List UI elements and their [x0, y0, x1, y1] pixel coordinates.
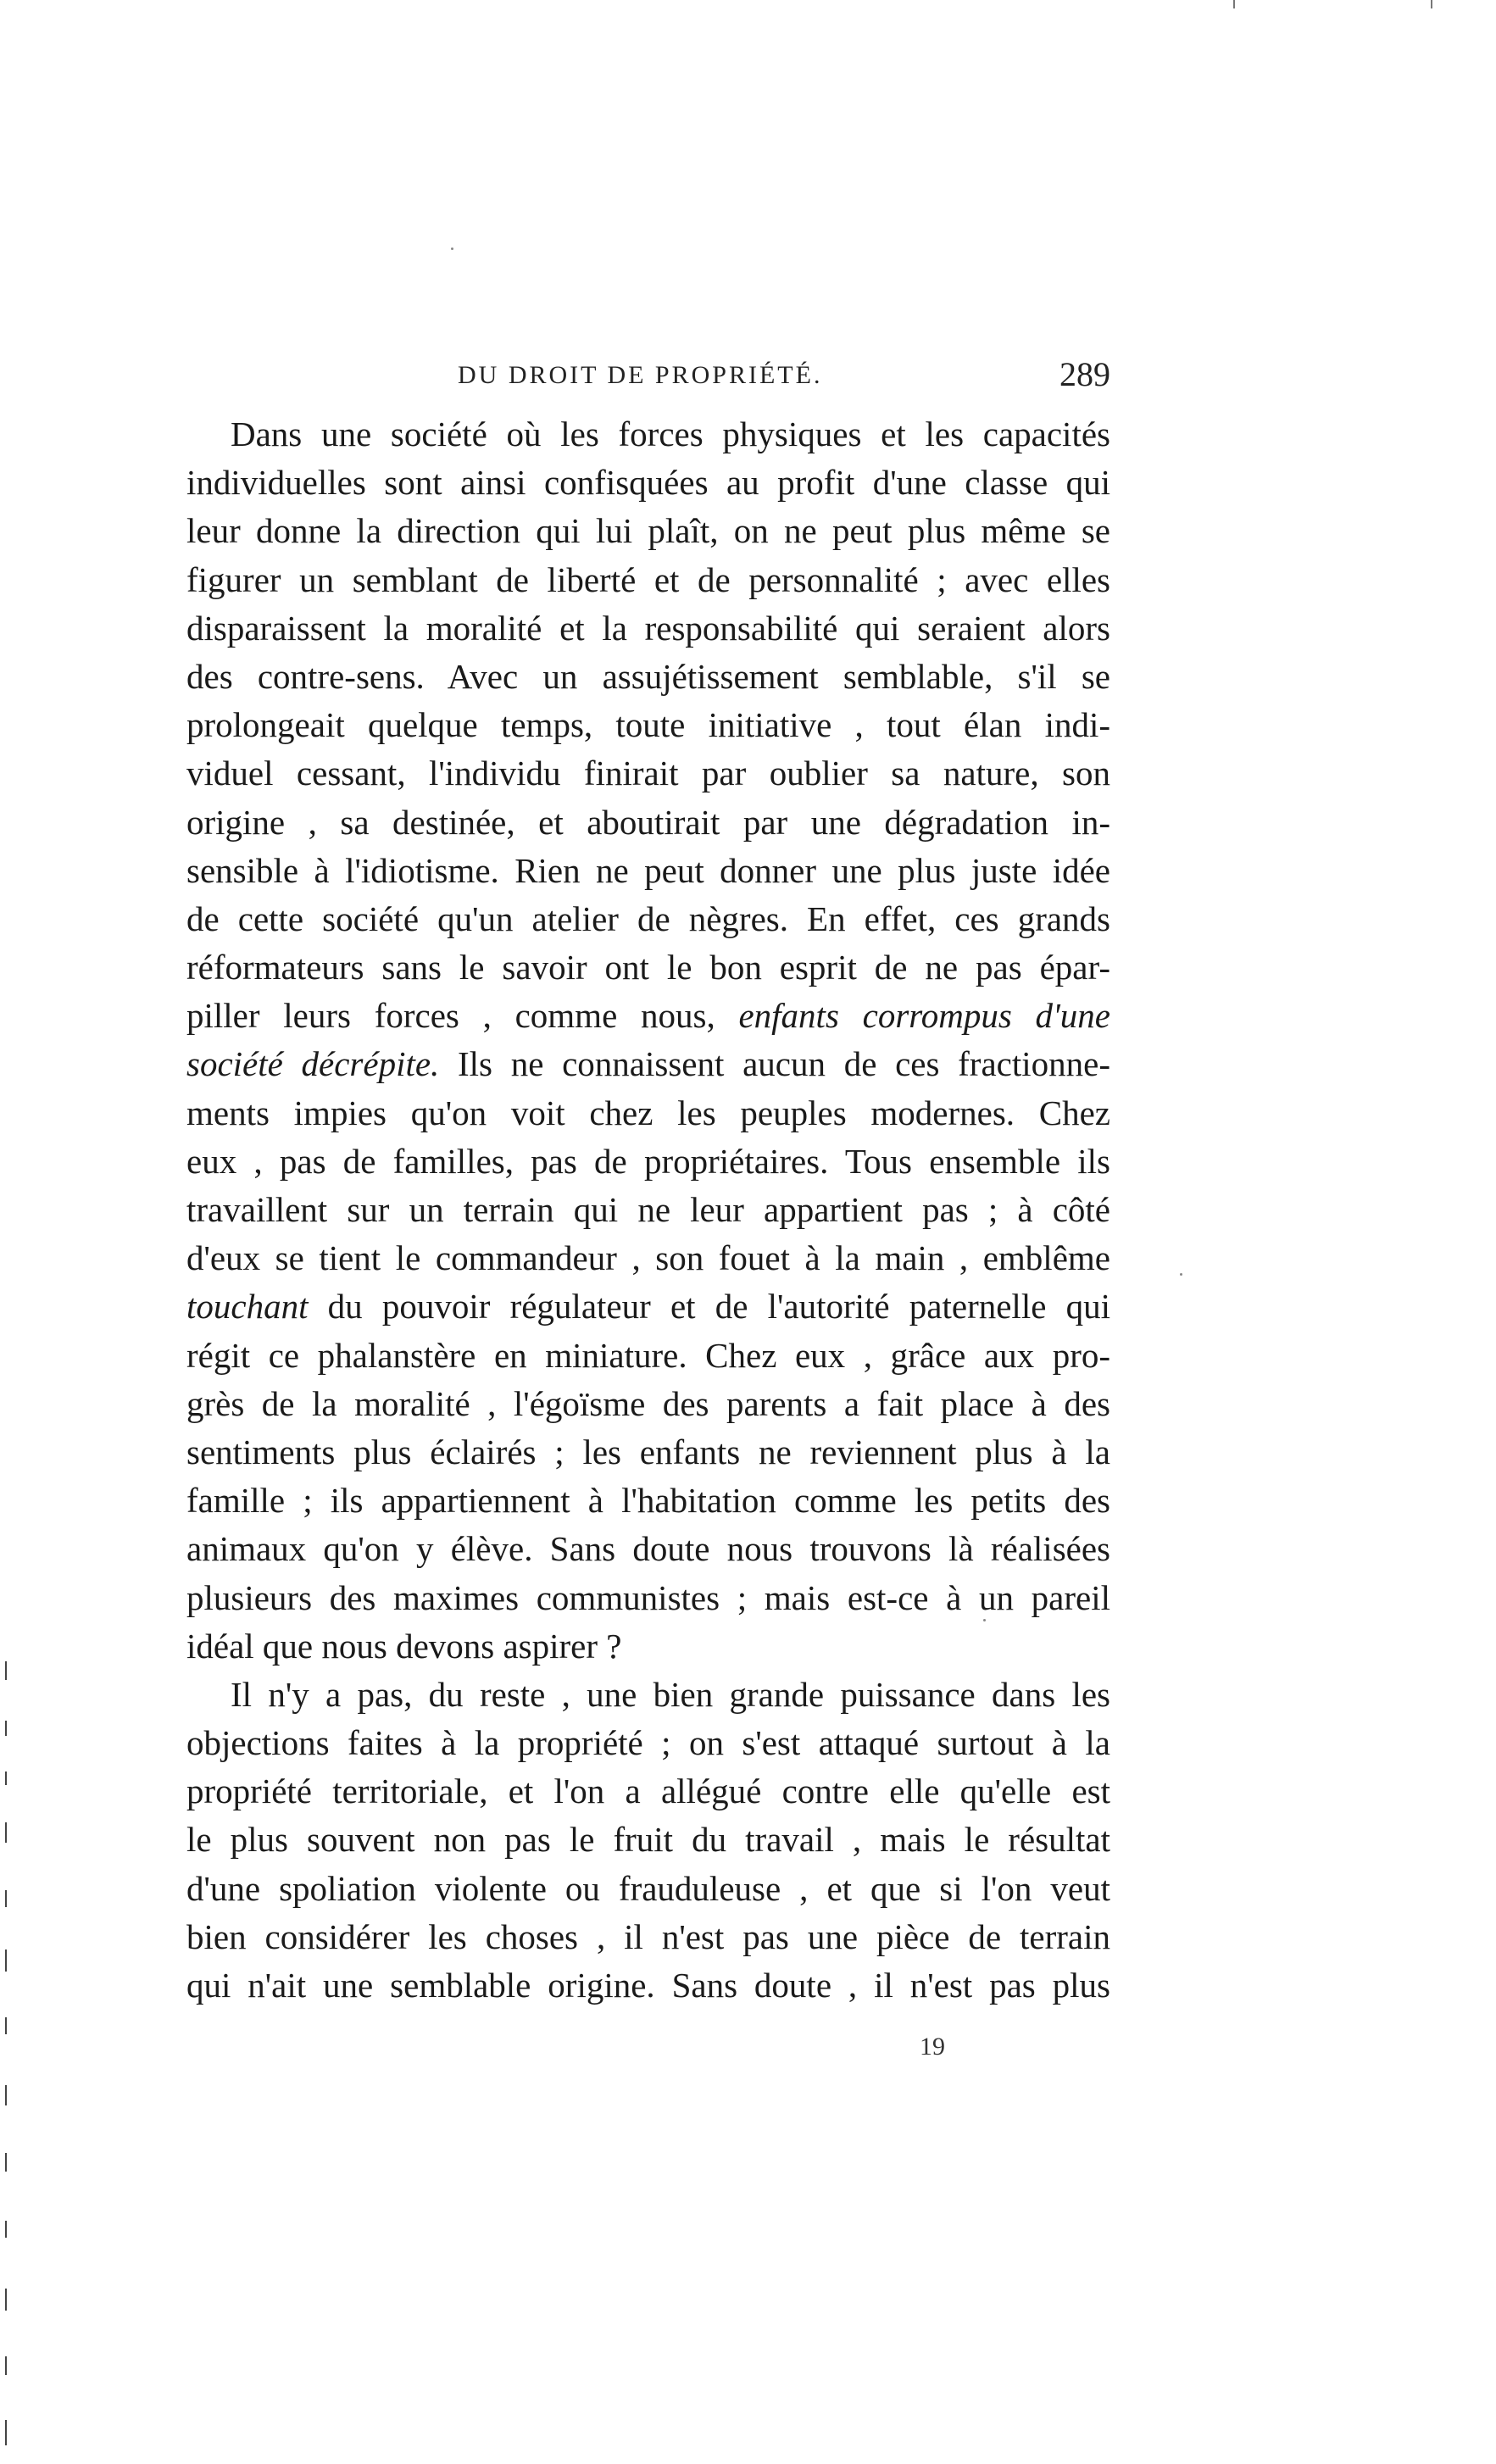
scan-mark	[5, 2221, 7, 2238]
text-line: origine , sa destinée, et aboutirait par une dégradation in-	[186, 802, 1110, 842]
page-header	[186, 354, 1110, 405]
scan-mark	[5, 1721, 7, 1736]
text-line: travaillent sur un terrain qui ne leur appartient pas ; à côté	[186, 1190, 1110, 1229]
text-line: de cette société qu'un atelier de nègres. En effet, ces grands	[186, 898, 1110, 938]
body-text	[186, 410, 1110, 2010]
scan-mark	[5, 1772, 7, 1785]
text-line: sentiments plus éclairés ; les enfants ne reviennent plus à la	[186, 1432, 1110, 1471]
scan-mark	[5, 2289, 7, 2311]
scan-mark	[5, 2017, 7, 2034]
scan-speck	[983, 1619, 986, 1621]
scan-mark	[5, 2420, 7, 2445]
text-line: le plus souvent non pas le fruit du travail , mais le résultat	[186, 1820, 1110, 1860]
text-line: qui n'ait une semblable origine. Sans doute , il n'est pas plus	[186, 1966, 1110, 2005]
text-line: idéal que nous devons aspirer ?	[186, 1626, 622, 1666]
scan-mark	[1233, 0, 1235, 8]
page-number: 289	[1059, 355, 1110, 393]
text-line: propriété territoriale, et l'on a allégué contre elle qu'elle est	[186, 1772, 1110, 1811]
text-line: sensible à l'idiotisme. Rien ne peut donner une plus juste idée	[186, 850, 1110, 890]
text-line-mixed	[186, 1282, 1110, 1331]
text-line: Dans une société où les forces physiques et les capacités	[231, 414, 1110, 453]
text-line: d'eux se tient le commandeur , son fouet à la main , emblême	[186, 1238, 1110, 1278]
text-line: d'une spoliation violente ou frauduleuse , et que si l'on veut	[186, 1868, 1110, 1908]
scan-mark	[1431, 0, 1432, 8]
scan-mark	[5, 1661, 7, 1680]
text-line: des contre-sens. Avec un assujétissement semblable, s'il se	[186, 656, 1110, 696]
scan-mark	[5, 1822, 7, 1843]
scan-edge-marks	[5, 1661, 10, 2458]
italic-phrase: enfants corrompus d'une	[738, 996, 1111, 1036]
scan-mark	[5, 2085, 7, 2105]
text-line: Il n'y a pas, du reste , une bien grande puissance dans les	[231, 1674, 1110, 1714]
text-line: eux , pas de familles, pas de propriétaires. Tous ensemble ils	[186, 1141, 1110, 1181]
italic-phrase: société décrépite.	[186, 1044, 440, 1084]
scan-mark	[5, 1890, 7, 1907]
scan-mark	[5, 2153, 7, 2172]
scan-mark	[5, 2356, 7, 2375]
text-line: réformateurs sans le savoir ont le bon esprit de ne pas épar-	[186, 948, 1110, 987]
text-line: animaux qu'on y élève. Sans doute nous trouvons là réalisées	[186, 1529, 1110, 1569]
text-line: objections faites à la propriété ; on s'est attaqué surtout à la	[186, 1723, 1110, 1763]
italic-phrase: touchant	[186, 1287, 309, 1327]
scan-mark	[5, 1950, 7, 1972]
scan-speck	[451, 248, 453, 250]
running-title: DU DROIT DE PROPRIÉTÉ.	[458, 361, 823, 389]
text-line: bien considérer les choses , il n'est pas une pièce de terrain	[186, 1916, 1110, 1956]
text-line-mixed	[186, 992, 1110, 1040]
text-line: prolongeait quelque temps, toute initiative , tout élan indi-	[186, 705, 1110, 745]
text-line: figurer un semblant de liberté et de personnalité ; avec elles	[186, 559, 1110, 599]
line-text: Ils ne connaissent aucun de ces fractionne-	[439, 1044, 1110, 1084]
text-line: ments impies qu'on voit chez les peuples modernes. Chez	[186, 1093, 1110, 1132]
text-line: leur donne la direction qui lui plaît, on ne peut plus même se	[186, 511, 1110, 551]
text-line: disparaissent la moralité et la responsabilité qui seraient alors	[186, 608, 1110, 648]
scan-speck	[1180, 1273, 1182, 1276]
line-text: du pouvoir régulateur et de l'autorité paternelle qui	[308, 1287, 1110, 1327]
text-line: grès de la moralité , l'égoïsme des parents a fait place à des	[186, 1383, 1110, 1423]
line-text: piller leurs forces , comme nous,	[186, 996, 739, 1036]
text-line: régit ce phalanstère en miniature. Chez eux , grâce aux pro-	[186, 1335, 1110, 1375]
text-line: plusieurs des maximes communistes ; mais est-ce à un pareil	[186, 1577, 1110, 1617]
text-line: individuelles sont ainsi confisquées au profit d'une classe qui	[186, 463, 1110, 503]
text-line: viduel cessant, l'individu finirait par oublier sa nature, son	[186, 754, 1110, 793]
text-line-mixed	[186, 1040, 1110, 1088]
signature-mark: 19	[920, 2033, 945, 2061]
text-line: famille ; ils appartiennent à l'habitation comme les petits des	[186, 1481, 1110, 1521]
